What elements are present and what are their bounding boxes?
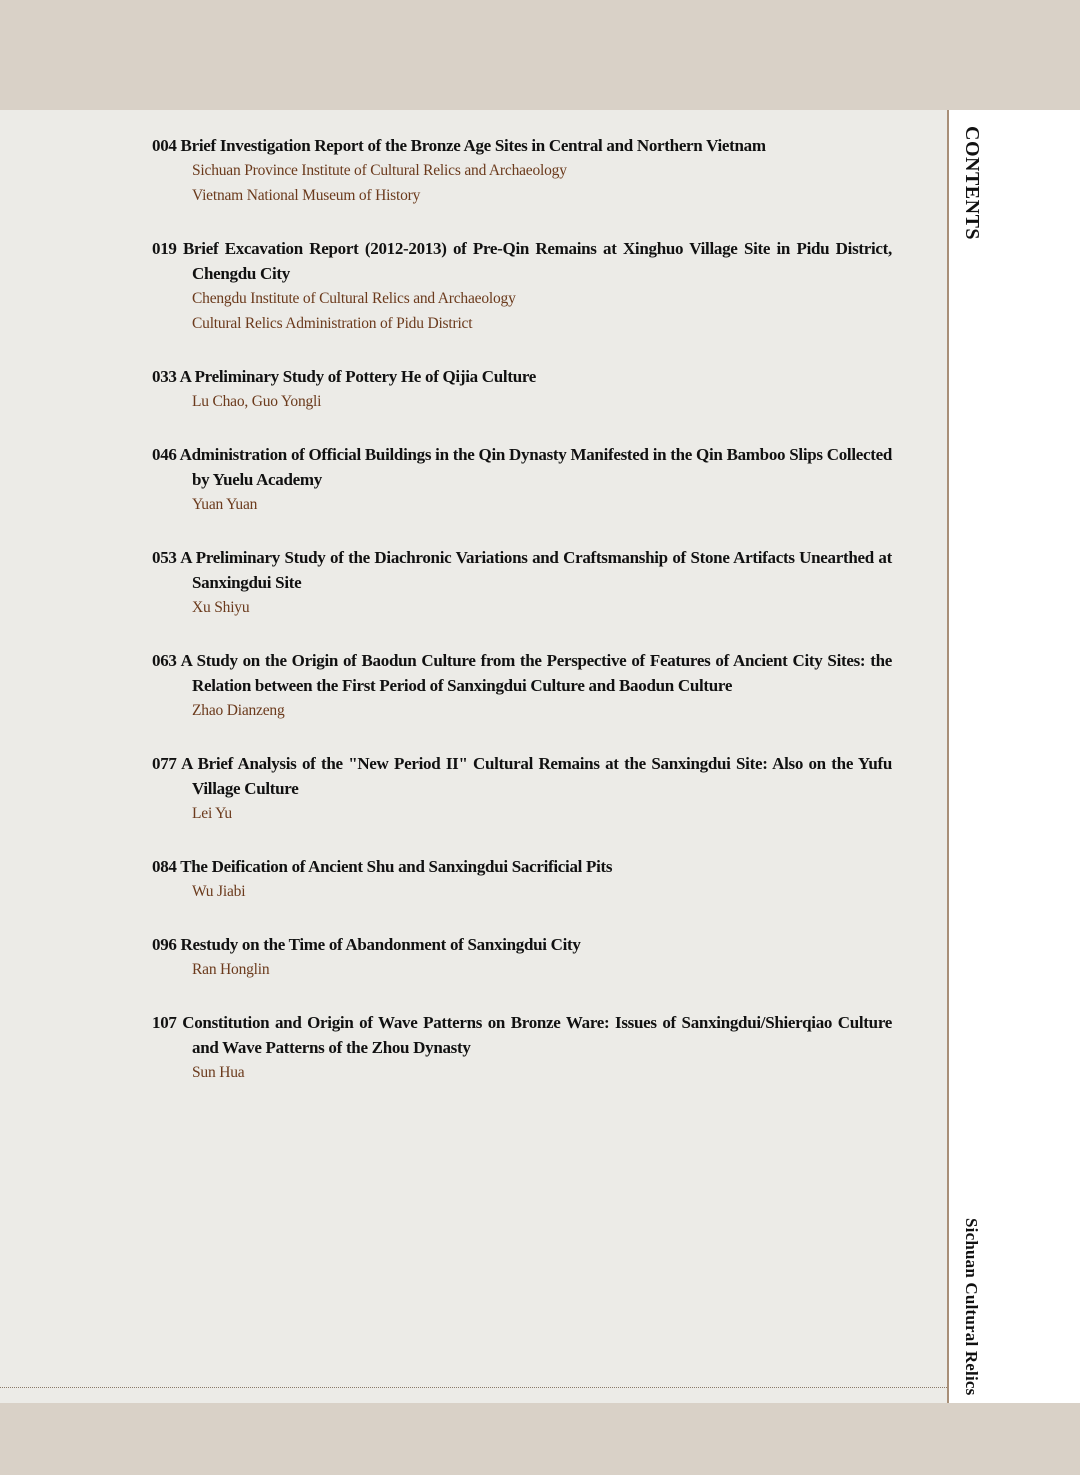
side-panel [949, 110, 1080, 1403]
article-title: 096 Restudy on the Time of Abandonment of Sanxingdui City [152, 935, 581, 954]
toc-entry [152, 1010, 892, 1085]
toc-entry [152, 854, 892, 904]
bottom-band [0, 1403, 1080, 1475]
article-author: Sun Hua [192, 1064, 245, 1081]
article-title: 084 The Deification of Ancient Shu and Sanxingdui Sacrificial Pits [152, 857, 613, 876]
toc-entry [152, 133, 892, 208]
article-title: 063 A Study on the Origin of Baodun Culture from the Perspective of Features of Ancient City Sites: the Relation between the First Period of Sanxingdui Culture and Baodun Culture [152, 651, 892, 695]
article-author: Cultural Relics Administration of Pidu District [192, 315, 473, 332]
article-author: Chengdu Institute of Cultural Relics and Archaeology [192, 290, 516, 307]
table-of-contents [152, 133, 892, 1113]
top-band [0, 0, 1080, 110]
toc-entry [152, 751, 892, 826]
article-title: 019 Brief Excavation Report (2012-2013) of Pre-Qin Remains at Xinghuo Village Site in Pidu District, Chengdu City [152, 239, 892, 283]
article-author: Wu Jiabi [192, 883, 246, 900]
article-author: Vietnam National Museum of History [192, 187, 421, 204]
article-title: 046 Administration of Official Buildings in the Qin Dynasty Manifested in the Qin Bamboo Slips Collected by Yuelu Academy [152, 445, 892, 489]
contents-label: CONTENTS [961, 126, 983, 241]
article-author: Lu Chao, Guo Yongli [192, 393, 322, 410]
toc-entry [152, 236, 892, 336]
toc-entry [152, 648, 892, 723]
article-author: Yuan Yuan [192, 496, 258, 513]
article-author: Lei Yu [192, 805, 232, 822]
dotted-divider [0, 1387, 947, 1388]
article-title: 033 A Preliminary Study of Pottery He of Qijia Culture [152, 367, 537, 386]
toc-entry [152, 932, 892, 982]
article-author: Xu Shiyu [192, 599, 250, 616]
journal-name: Sichuan Cultural Relics [962, 1218, 981, 1396]
article-author: Sichuan Province Institute of Cultural Relics and Archaeology [192, 162, 567, 179]
article-title: 004 Brief Investigation Report of the Bronze Age Sites in Central and Northern Vietnam [152, 136, 766, 155]
article-title: 077 A Brief Analysis of the "New Period II" Cultural Remains at the Sanxingdui Site: Also on the Yufu Village Culture [152, 754, 892, 798]
article-author: Ran Honglin [192, 961, 270, 978]
toc-entry [152, 364, 892, 414]
article-title: 107 Constitution and Origin of Wave Patterns on Bronze Ware: Issues of Sanxingdui/Shierqiao Culture and Wave Patterns of the Zhou Dynasty [152, 1013, 892, 1057]
article-title: 053 A Preliminary Study of the Diachronic Variations and Craftsmanship of Stone Artifacts Unearthed at Sanxingdui Site [152, 548, 892, 592]
toc-entry [152, 442, 892, 517]
article-author: Zhao Dianzeng [192, 702, 285, 719]
toc-entry [152, 545, 892, 620]
vertical-rule [947, 110, 949, 1475]
